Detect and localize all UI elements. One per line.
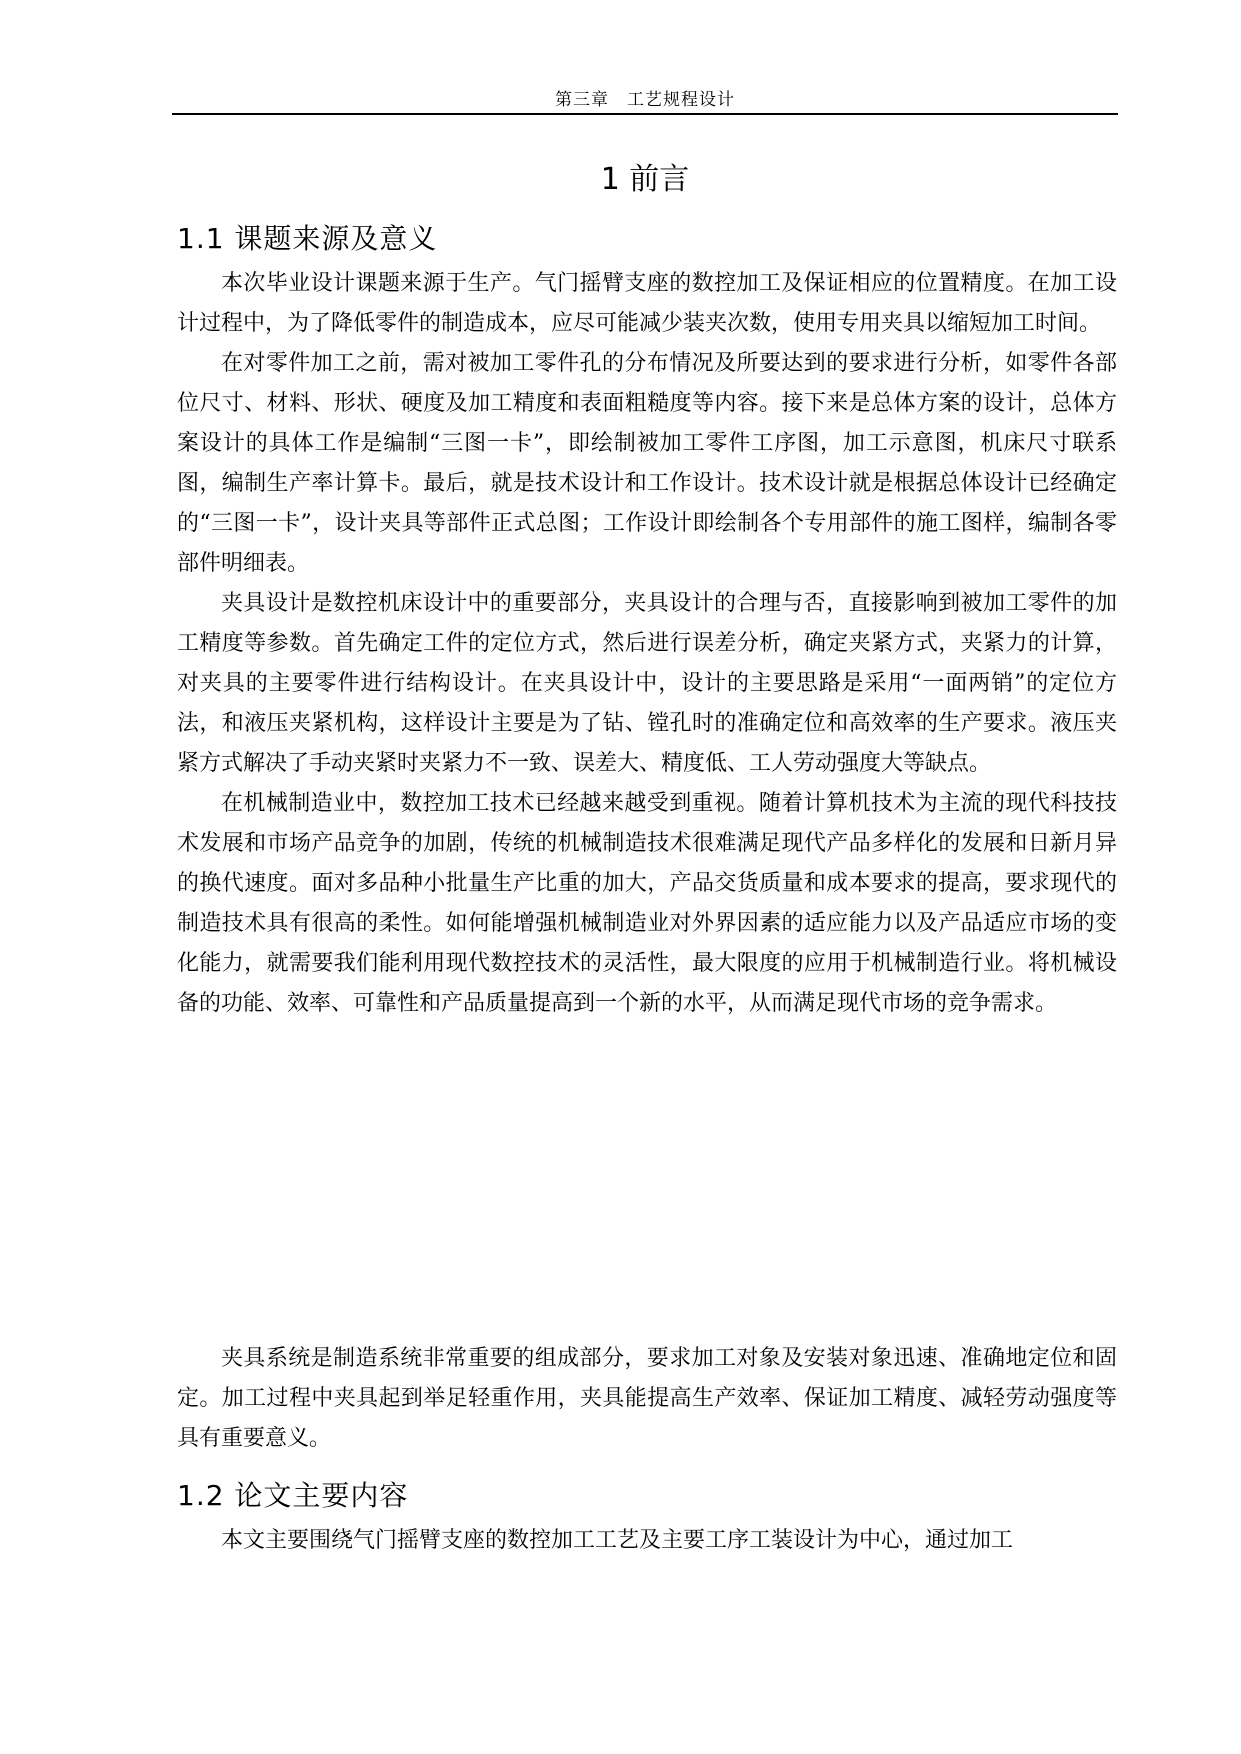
section-heading-1-2: 1.2 论文主要内容 [177, 1479, 409, 1512]
header-divider [172, 113, 1118, 115]
running-header: 第三章 工艺规程设计 [555, 90, 735, 110]
paragraph: 在对零件加工之前，需对被加工零件孔的分布情况及所要达到的要求进行分析，如零件各部位尺寸、材料、形状、硬度及加工精度和表面粗糙度等内容。接下来是总体方案的设计，总体方案设计的具体工作是编制“三图一卡”，即绘制被加工零件工序图，加工示意图，机床尺寸联系图，编制生产率计算卡。最后，就是技术设计和工作设计。技术设计就是根据总体设计已经确定的“三图一卡”，设计夹具等部件正式总图；工作设计即绘制各个专用部件的施工图样，编制各零部件明细表。 [177, 351, 1117, 576]
chapter-title: 1 前言 [600, 162, 690, 197]
paragraph: 本次毕业设计课题来源于生产。气门摇臂支座的数控加工及保证相应的位置精度。在加工设计过程中，为了降低零件的制造成本，应尽可能减少装夹次数，使用专用夹具以缩短加工时间。 [177, 271, 1117, 336]
section-heading-1-1: 1.1 课题来源及意义 [177, 222, 438, 255]
paragraph: 在机械制造业中，数控加工技术已经越来越受到重视。随着计算机技术为主流的现代科技技术发展和市场产品竞争的加剧，传统的机械制造技术很难满足现代产品多样化的发展和日新月异的换代速度。面对多品种小批量生产比重的加大，产品交货质量和成本要求的提高，要求现代的制造技术具有很高的柔性。如何能增强机械制造业对外界因素的适应能力以及产品适应市场的变化能力，就需要我们能利用现代数控技术的灵活性，最大限度的应用于机械制造行业。将机械设备的功能、效率、可靠性和产品质量提高到一个新的水平，从而满足现代市场的竞争需求。 [177, 791, 1117, 1016]
paragraph: 夹具系统是制造系统非常重要的组成部分，要求加工对象及安装对象迅速、准确地定位和固定。加工过程中夹具起到举足轻重作用，夹具能提高生产效率、保证加工精度、减轻劳动强度等具有重要意义。 [177, 1346, 1117, 1451]
paragraph: 夹具设计是数控机床设计中的重要部分，夹具设计的合理与否，直接影响到被加工零件的加工精度等参数。首先确定工件的定位方式，然后进行误差分析，确定夹紧方式，夹紧力的计算，对夹具的主要零件进行结构设计。在夹具设计中，设计的主要思路是采用“一面两销”的定位方法，和液压夹紧机构，这样设计主要是为了钻、镗孔时的准确定位和高效率的生产要求。液压夹紧方式解决了手动夹紧时夹紧力不一致、误差大、精度低、工人劳动强度大等缺点。 [177, 591, 1117, 776]
section-1-1-body-continued [177, 1339, 1117, 1459]
section-1-1-body [177, 264, 1117, 1024]
section-1-2-body [177, 1521, 1117, 1561]
paragraph: 本文主要围绕气门摇臂支座的数控加工工艺及主要工序工装设计为中心，通过加工 [221, 1528, 1014, 1553]
